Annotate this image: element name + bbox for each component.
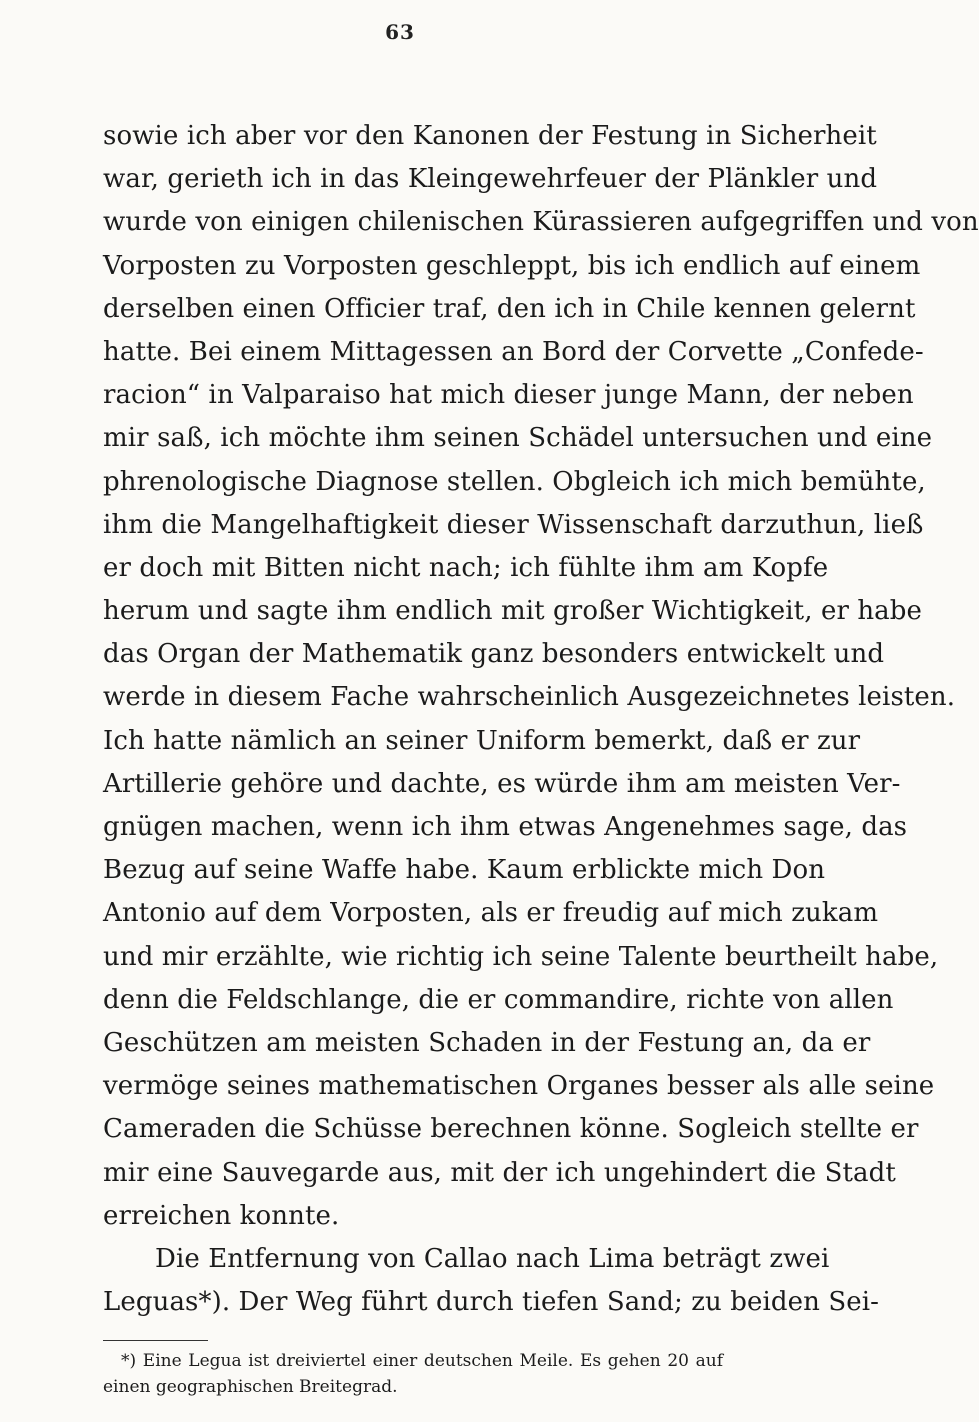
text-line: racion“ in Valparaiso hat mich dieser junge Mann, der neben xyxy=(103,380,914,411)
footnote-divider xyxy=(103,1340,208,1341)
text-line: sowie ich aber vor den Kanonen der Festung in Sicherheit xyxy=(103,121,877,151)
text-line: und mir erzählte, wie richtig ich seine Talente beurtheilt habe, xyxy=(103,941,939,972)
text-line: das Organ der Mathematik ganz besonders entwickelt und xyxy=(103,639,885,670)
text-line: Cameraden die Schüsse berechnen könne. Sogleich stellte er xyxy=(103,1114,919,1145)
text-line: denn die Feldschlange, die er commandire, richte von allen xyxy=(103,984,894,1015)
text-line: gnügen machen, wenn ich ihm etwas Angenehmes sage, das xyxy=(103,812,908,842)
text-line: mir saß, ich möchte ihm seinen Schädel untersuchen und eine xyxy=(103,423,933,454)
text-line: mir eine Sauvegarde aus, mit der ich ungehindert die Stadt xyxy=(103,1157,896,1188)
text-line: Leguas*). Der Weg führt durch tiefen Sand; zu beiden Sei- xyxy=(103,1287,880,1318)
text-line: Artillerie gehöre und dachte, es würde ihm am meisten Ver- xyxy=(103,768,901,799)
text-line: Bezug auf seine Waffe habe. Kaum erblickte mich Don xyxy=(103,855,826,886)
text-line: vermöge seines mathematischen Organes besser als alle seine xyxy=(103,1071,935,1102)
text-line: hatte. Bei einem Mittagessen an Bord der Corvette „Confede- xyxy=(103,336,924,367)
page-number: 63 xyxy=(385,20,415,44)
text-line: erreichen konnte. xyxy=(103,1200,340,1231)
footnote-line: *) Eine Legua ist dreiviertel einer deutschen Meile. Es gehen 20 auf xyxy=(121,1351,723,1371)
text-line: er doch mit Bitten nicht nach; ich fühlte ihm am Kopfe xyxy=(103,552,829,583)
text-line: Geschützen am meisten Schaden in der Festung an, da er xyxy=(103,1027,871,1058)
text-line: Die Entfernung von Callao nach Lima beträgt zwei xyxy=(155,1243,830,1274)
text-line: derselben einen Officier traf, den ich in Chile kennen gelernt xyxy=(103,293,916,324)
text-line: ihm die Mangelhaftigkeit dieser Wissenschaft darzuthun, ließ xyxy=(103,509,924,540)
text-line: Antonio auf dem Vorposten, als er freudig auf mich zukam xyxy=(103,898,879,929)
body-text xyxy=(103,115,979,1324)
footnote-line: einen geographischen Breitegrad. xyxy=(103,1377,398,1397)
text-line: Ich hatte nämlich an seiner Uniform bemerkt, daß er zur xyxy=(103,725,861,756)
text-line: war, gerieth ich in das Kleingewehrfeuer der Plänkler und xyxy=(103,164,878,195)
footnote xyxy=(103,1348,723,1400)
text-line: phrenologische Diagnose stellen. Obgleich ich mich bemühte, xyxy=(103,466,926,497)
text-line: werde in diesem Fache wahrscheinlich Ausgezeichnetes leisten. xyxy=(103,682,956,713)
text-line: wurde von einigen chilenischen Kürassieren aufgegriffen und von xyxy=(103,207,979,238)
text-line: herum und sagte ihm endlich mit großer Wichtigkeit, er habe xyxy=(103,596,923,627)
text-line: Vorposten zu Vorposten geschleppt, bis ich endlich auf einem xyxy=(103,250,921,281)
